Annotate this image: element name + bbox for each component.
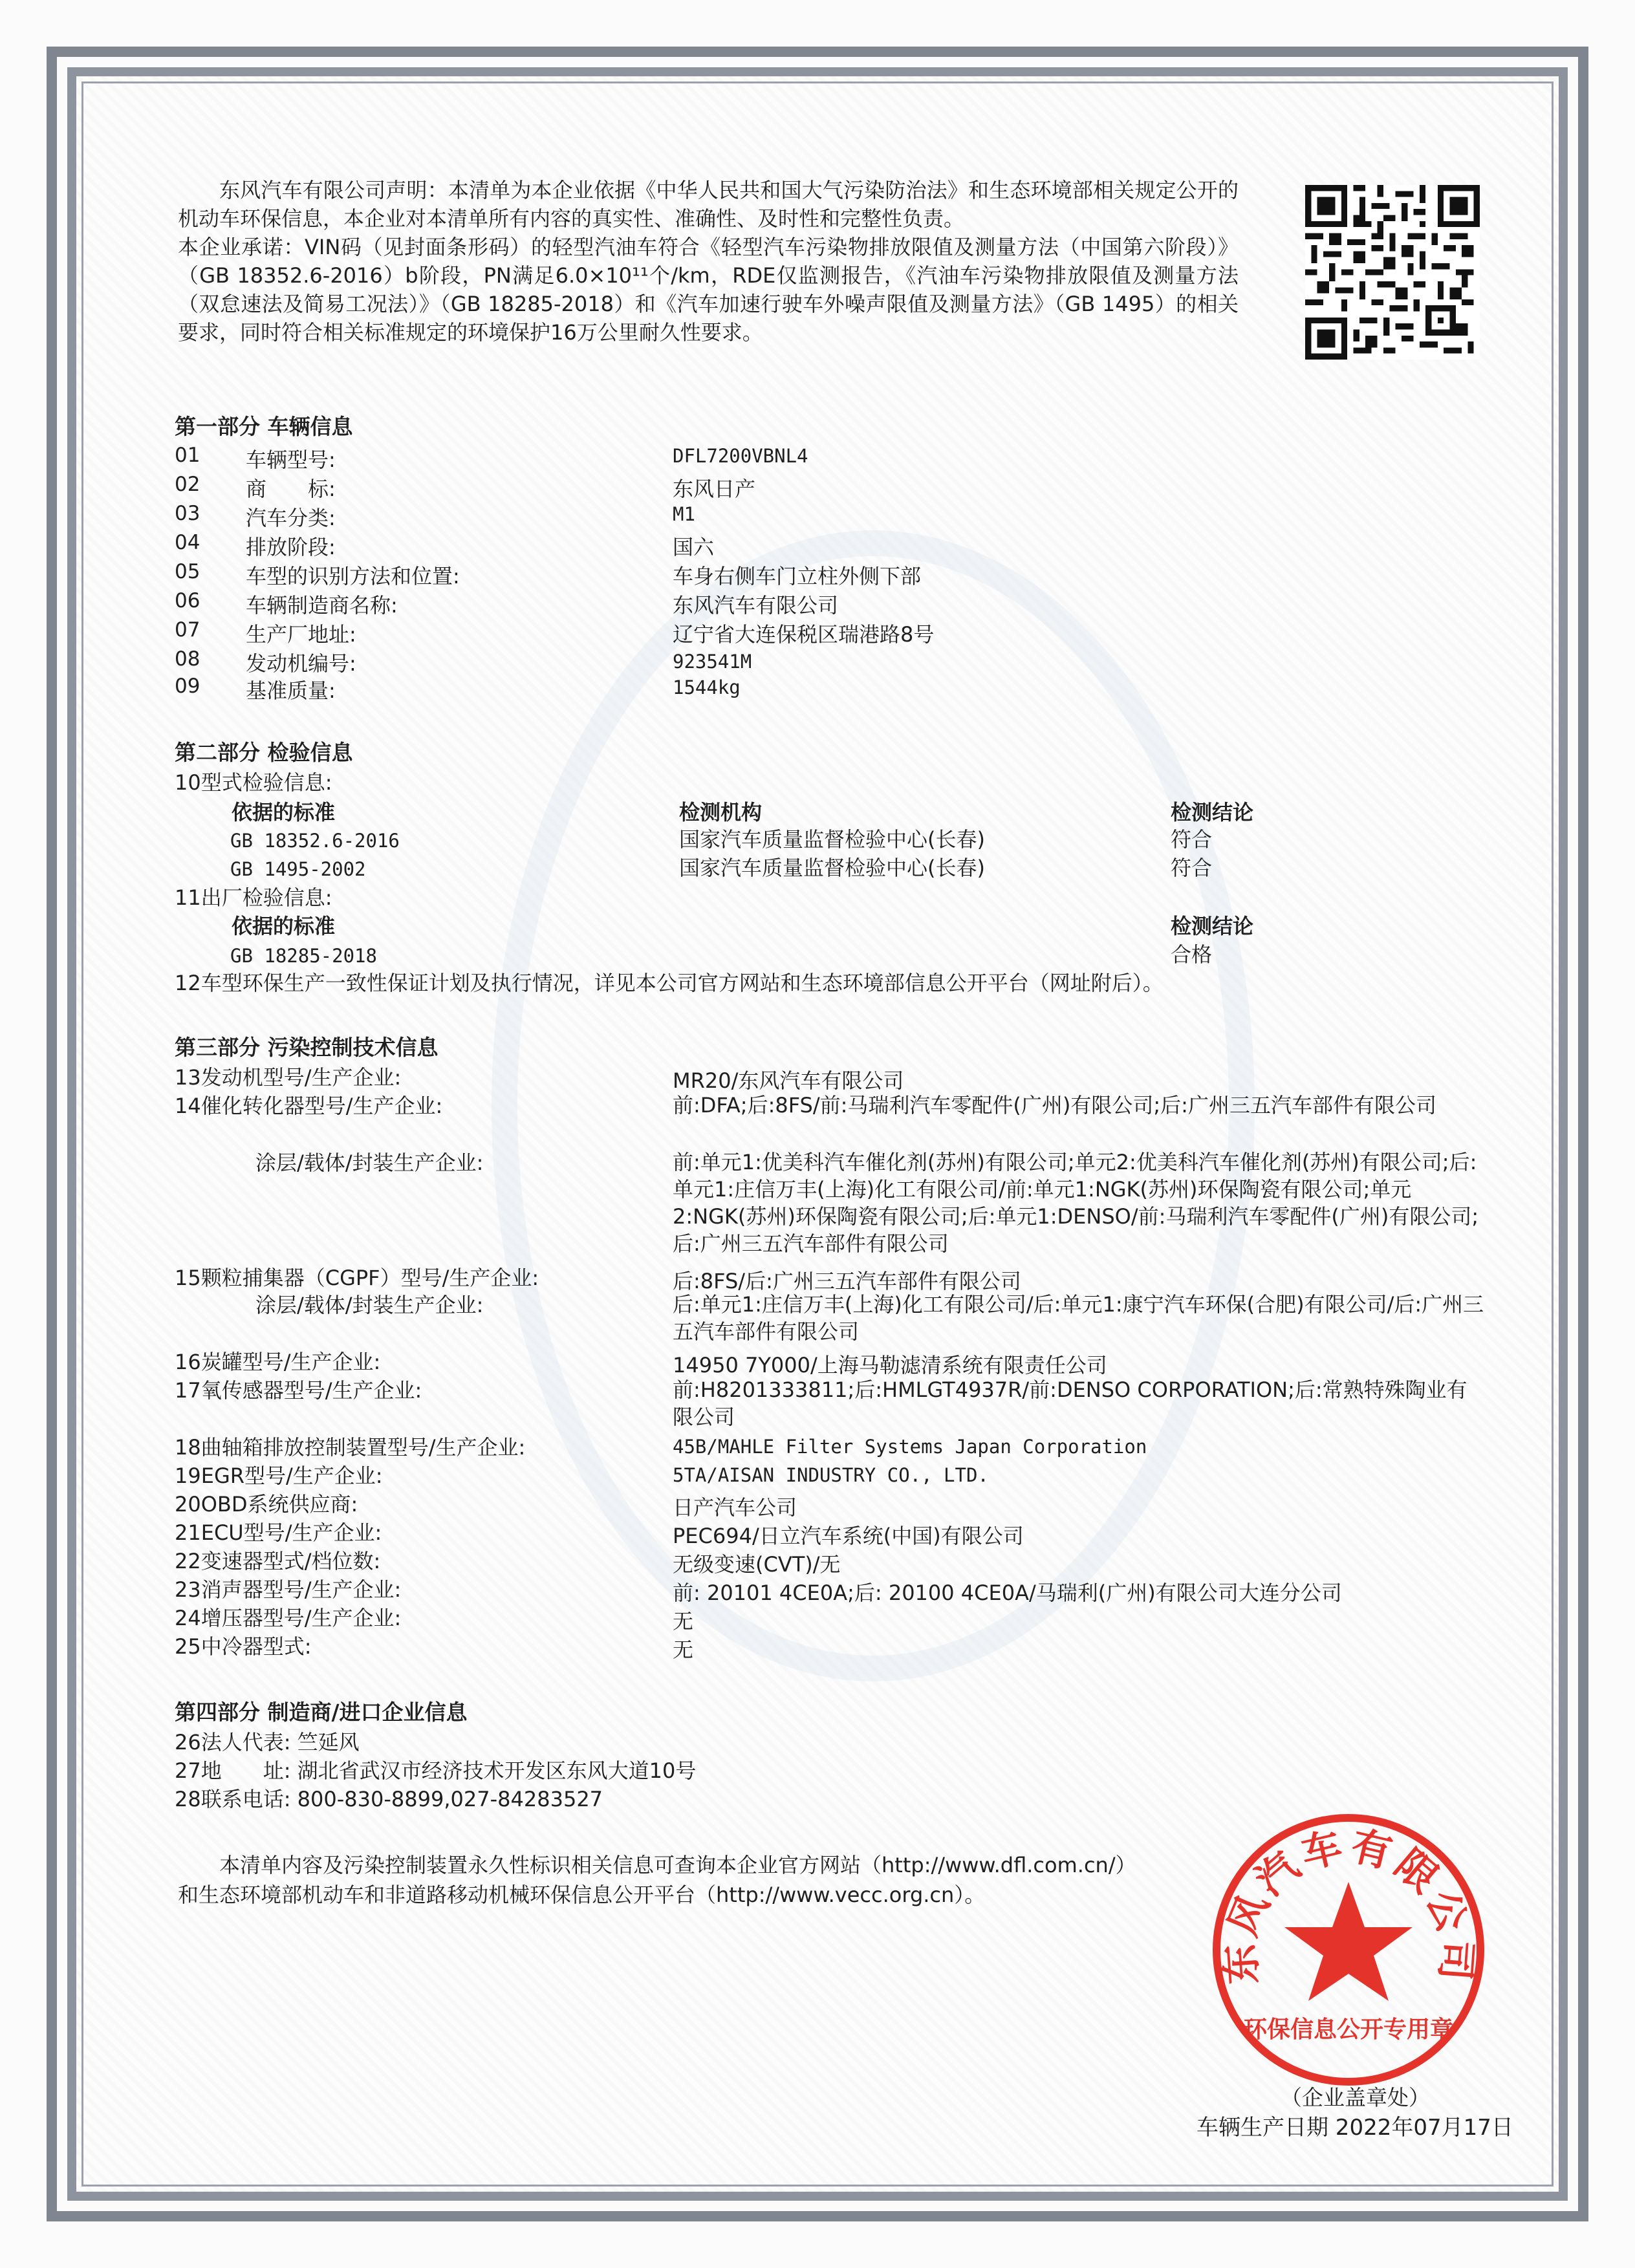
field-label: 排放阶段: xyxy=(246,535,336,559)
standard-cell: GB 18352.6-2016 xyxy=(230,830,400,852)
part2-title: 第二部分 检验信息 xyxy=(175,740,353,765)
turbo-value: 无 xyxy=(673,1609,694,1634)
seal-purpose: 环保信息公开专用章 xyxy=(1243,2016,1454,2043)
row-number: 02 xyxy=(175,473,200,496)
field-label: 车辆型号: xyxy=(246,448,336,472)
col-agency: 检测机构 xyxy=(679,800,763,825)
row-number: 05 xyxy=(175,560,200,583)
row-number: 08 xyxy=(175,647,200,671)
company-seal xyxy=(1209,1811,1488,2089)
gpf-coating-label: 涂层/载体/封装生产企业: xyxy=(255,1293,484,1317)
declaration-statement: 东风汽车有限公司声明：本清单为本企业依据《中华人民共和国大气污染防治法》和生态环境部相关规定公开的机动车环保信息，本企业对本清单所有内容的真实性、准确性、及时性和完整性负责。 xyxy=(178,178,1239,231)
field-value: M1 xyxy=(673,503,695,525)
field-label: 车型的识别方法和位置: xyxy=(246,564,460,589)
footer-line-2: 和生态环境部机动车和非道路移动机械环保信息公开平台（http://www.vecc.org.cn）。 xyxy=(178,1883,986,1907)
gpf-value: 后:8FS/后:广州三五汽车部件有限公司 xyxy=(673,1269,1021,1293)
obd-label: 20OBD系统供应商: xyxy=(175,1492,358,1517)
transmission-value: 无级变速(CVT)/无 xyxy=(673,1552,841,1577)
ecu-label: 21ECU型号/生产企业: xyxy=(175,1520,382,1545)
field-value: 国六 xyxy=(673,535,715,559)
standard-cell: GB 1495-2002 xyxy=(230,858,366,880)
crankcase-label: 18曲轴箱排放控制装置型号/生产企业: xyxy=(175,1435,526,1460)
row-number: 03 xyxy=(175,502,200,525)
muffler-label: 23消声器型号/生产企业: xyxy=(175,1577,402,1602)
field-value: 1544kg xyxy=(673,676,741,698)
field-label: 发动机编号: xyxy=(246,651,356,676)
field-value: 车身右侧车门立柱外侧下部 xyxy=(673,564,922,589)
col-result: 检测结论 xyxy=(1171,914,1254,938)
seal-star-icon xyxy=(1284,1882,1413,2001)
field-label: 基准质量: xyxy=(246,678,336,703)
result-cell: 符合 xyxy=(1171,827,1213,852)
field-label: 车辆制造商名称: xyxy=(246,593,398,618)
egr-value: 5TA/AISAN INDUSTRY CO., LTD. xyxy=(673,1464,989,1486)
conformity-note: 12车型环保生产一致性保证计划及执行情况，详见本公司官方网站和生态环境部信息公开平台（网址附后）。 xyxy=(175,971,1164,995)
part1-title: 第一部分 车辆信息 xyxy=(175,414,353,439)
address: 27地 址: 湖北省武汉市经济技术开发区东风大道10号 xyxy=(175,1758,697,1783)
field-label: 汽车分类: xyxy=(246,506,336,530)
field-value: 东风日产 xyxy=(673,477,756,501)
canister-label: 16炭罐型号/生产企业: xyxy=(175,1350,381,1374)
part4-title: 第四部分 制造商/进口企业信息 xyxy=(175,1700,468,1725)
seal-note: （企业盖章处） xyxy=(1281,2085,1430,2110)
standard-cell: GB 18285-2018 xyxy=(230,945,377,967)
part3-title: 第三部分 污染控制技术信息 xyxy=(175,1035,439,1060)
result-cell: 符合 xyxy=(1171,856,1213,880)
intercooler-value: 无 xyxy=(673,1637,694,1662)
row-number: 04 xyxy=(175,531,200,554)
field-value: DFL7200VBNL4 xyxy=(673,445,808,467)
col-result: 检测结论 xyxy=(1171,800,1254,825)
transmission-label: 22变速器型式/档位数: xyxy=(175,1549,381,1573)
row-number: 07 xyxy=(175,618,200,642)
field-label: 商 标: xyxy=(246,477,336,501)
o2-sensor-value: 前:H8201333811;后:HMLGT4937R/前:DENSO CORPORATION;后:常熟特殊陶业有限公司 xyxy=(673,1377,1467,1429)
field-value: 东风汽车有限公司 xyxy=(673,593,839,618)
factory-inspection-label: 11出厂检验信息: xyxy=(175,885,332,910)
field-label: 生产厂地址: xyxy=(246,622,356,647)
turbo-label: 24增压器型号/生产企业: xyxy=(175,1606,402,1630)
gpf-label: 15颗粒捕集器（CGPF）型号/生产企业: xyxy=(175,1266,539,1290)
intercooler-label: 25中冷器型式: xyxy=(175,1634,312,1659)
row-number: 01 xyxy=(175,444,200,467)
canister-value: 14950 7Y000/上海马勒滤清系统有限责任公司 xyxy=(673,1353,1107,1377)
agency-cell: 国家汽车质量监督检验中心(长春) xyxy=(679,856,985,880)
declaration xyxy=(178,176,1239,347)
production-date: 车辆生产日期 2022年07月17日 xyxy=(1196,2115,1513,2141)
o2-sensor-label: 17氧传感器型号/生产企业: xyxy=(175,1378,422,1403)
qr-code xyxy=(1305,185,1480,360)
crankcase-value: 45B/MAHLE Filter Systems Japan Corporation xyxy=(673,1436,1147,1458)
catalyst-coating-value: 前:单元1:优美科汽车催化剂(苏州)有限公司;单元2:优美科汽车催化剂(苏州)有限公司;后:单元1:庄信万丰(上海)化工有限公司/前:单元1:NGK(苏州)环保陶瓷有限公司;单元2:NGK(苏州)环保陶瓷有限公司;后:单元1:DENSO/前:马瑞利汽车零配件(广州)有限公司;后:广州三五汽车部件有限公司 xyxy=(673,1150,1479,1256)
engine-label: 13发动机型号/生产企业: xyxy=(175,1065,402,1090)
footer-line-1: 本清单内容及污染控制装置永久性标识相关信息可查询本企业官方网站（http://www.dfl.com.cn/） xyxy=(219,1853,1136,1877)
muffler-value: 前: 20101 4CE0A;后: 20100 4CE0A/马瑞利(广州)有限公司大连分公司 xyxy=(673,1581,1342,1605)
seal-company-name: 东风汽车有限公司 xyxy=(1216,1821,1481,1986)
engine-value: MR20/东风汽车有限公司 xyxy=(673,1068,904,1093)
row-number: 06 xyxy=(175,589,200,612)
declaration-commitment: 本企业承诺：VIN码（见封面条形码）的轻型汽油车符合《轻型汽车污染物排放限值及测量方法（中国第六阶段）》（GB 18352.6-2016）b阶段，PN满足6.0×10¹¹个/km，RDE仅监测报告，《汽油车污染物排放限值及测量方法（双怠速法及简易工况法）》（GB 18285-2018）和《汽车加速行驶车外噪声限值及测量方法》（GB 1495）的相关要求，同时符合相关标准规定的环境保护16万公里耐久性要求。 xyxy=(178,235,1239,345)
catalyst-coating-label: 涂层/载体/封装生产企业: xyxy=(255,1150,484,1175)
type-inspection-label: 10型式检验信息: xyxy=(175,770,332,795)
field-value: 923541M xyxy=(673,651,752,673)
egr-label: 19EGR型号/生产企业: xyxy=(175,1463,383,1488)
gpf-coating-value: 后:单元1:庄信万丰(上海)化工有限公司/后:单元1:康宁汽车环保(合肥)有限公司/后:广州三五汽车部件有限公司 xyxy=(673,1292,1484,1344)
obd-value: 日产汽车公司 xyxy=(673,1495,797,1520)
row-number: 09 xyxy=(175,675,200,698)
col-standard: 依据的标准 xyxy=(232,914,336,938)
catalyst-value: 前:DFA;后:8FS/前:马瑞利汽车零配件(广州)有限公司;后:广州三五汽车部件有限公司 xyxy=(673,1093,1436,1118)
agency-cell: 国家汽车质量监督检验中心(长春) xyxy=(679,827,985,852)
contact-phone: 28联系电话: 800-830-8899,027-84283527 xyxy=(175,1787,603,1811)
field-value: 辽宁省大连保税区瑞港路8号 xyxy=(673,622,935,647)
legal-rep: 26法人代表: 竺延风 xyxy=(175,1730,360,1755)
catalyst-label: 14催化转化器型号/生产企业: xyxy=(175,1094,443,1118)
ecu-value: PEC694/日立汽车系统(中国)有限公司 xyxy=(673,1524,1024,1548)
col-standard: 依据的标准 xyxy=(232,800,336,825)
result-cell: 合格 xyxy=(1171,942,1213,967)
